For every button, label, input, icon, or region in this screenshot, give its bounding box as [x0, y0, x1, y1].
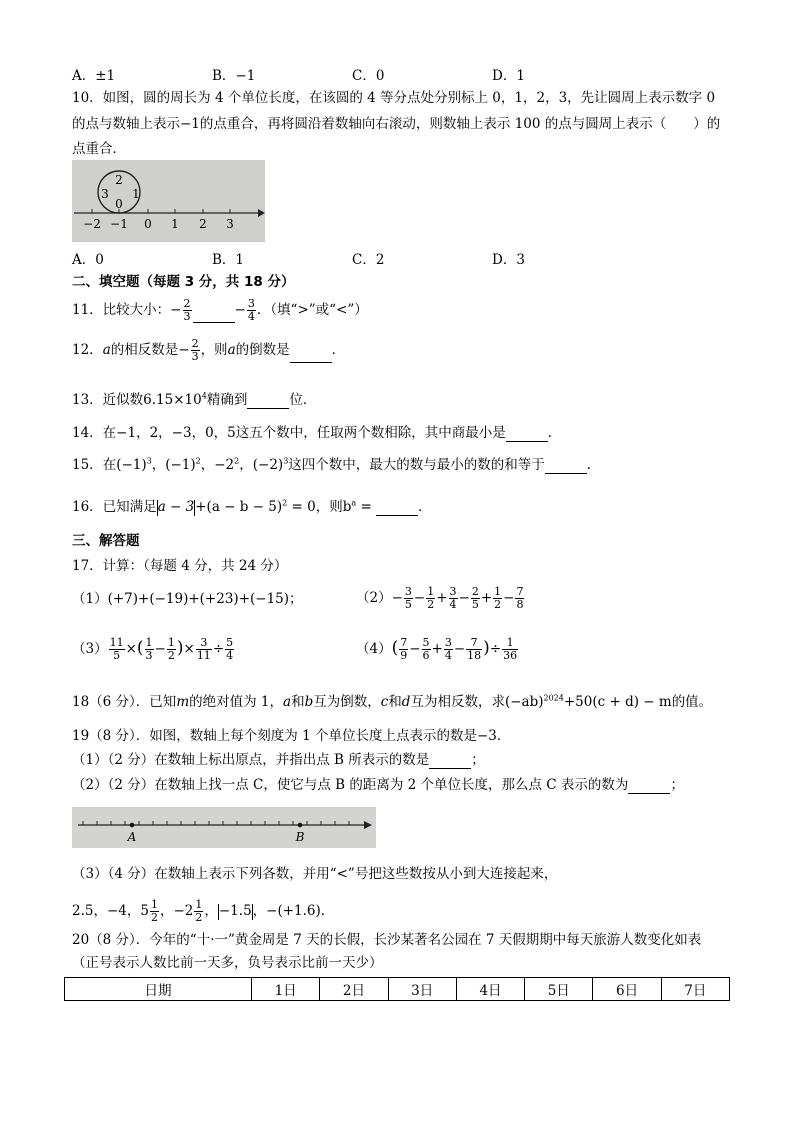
q15-answer-blank[interactable] — [545, 459, 587, 474]
axis-label-neg1: −1 — [110, 217, 128, 231]
q16-answer-blank[interactable] — [376, 501, 418, 516]
q10-option-c: C．2 — [352, 252, 385, 268]
q11-answer-blank[interactable] — [193, 308, 235, 323]
axis-label-neg2: −2 — [83, 217, 101, 231]
q12-fraction: $\frac{2}{3}$ — [191, 337, 199, 363]
q10-option-d: D．3 — [492, 252, 525, 268]
q12-answer-blank[interactable] — [290, 348, 332, 363]
q19-p2-answer-blank[interactable] — [628, 779, 670, 794]
q14: 14．在−1，2，−3，0，5这五个数中，任取两个数相除，其中商最小是 ． — [72, 425, 562, 441]
q17-part-3: （3） $\frac{11}{5}$ ×( $\frac{1}{3}$ − $\frac{1}{2}$ )× $\frac{3}{11}$ ÷ $\frac{5}{4}$ — [72, 636, 234, 662]
axis-label-0: 0 — [144, 217, 152, 231]
q9-option-d: D．1 — [492, 68, 525, 84]
q9-option-a: A．±1 — [72, 68, 116, 84]
point-a — [130, 823, 135, 828]
table-header-day-6: 6日 — [593, 978, 661, 1001]
q18: 18（6 分）．已知m的绝对值为 1，a和b互为倒数，c和d互为相反数，求$(-ab)^{2024}+50(c + d) - m$的值。 — [72, 693, 713, 710]
table-header-date: 日期 — [65, 978, 252, 1001]
q11: 11．比较大小：− $\frac{2}{3}$ − $\frac{3}{4}$ ．（填“>”或“<”） — [72, 297, 368, 323]
q19-title: 19（8 分）．如图，数轴上每个刻度为 1 个单位长度上点表示的数是−3． — [72, 728, 511, 744]
q20-line-1: 20（8 分）．今年的“十·一”黄金周是 7 天的长假，长沙某著名公园在 7 天假期期中每天旅游人数变化如表 — [72, 932, 702, 948]
q11-fraction-1: $\frac{2}{3}$ — [183, 297, 191, 323]
q20-line-2: （正号表示人数比前一天多，负号表示比前一天少） — [72, 955, 383, 971]
q10-line-2: 的点与数轴上表示−1的点重合，再将圆沿着数轴向右滚动，则数轴上表示 100 的点与圆周上表示（ ）的 — [72, 116, 721, 132]
figure-photo-background — [72, 807, 376, 848]
table-header-day-3: 3日 — [388, 978, 456, 1001]
point-b — [298, 823, 303, 828]
axis-label-2: 2 — [199, 217, 207, 231]
q17-part-4: （4）( $\frac{7}{9}$ − $\frac{5}{6}$ + $\frac{3}{4}$ − $\frac{7}{18}$ )÷ $\frac{1}{36}$ — [356, 636, 518, 662]
q19-part-1: （1）（2 分）在数轴上标出原点，并指出点 B 所表示的数是 ； — [72, 752, 485, 768]
q19-part-2: （2）（2 分）在数轴上找一点 C，使它与点 B 的距离为 2 个单位长度，那么点 C 表示的数为 ； — [72, 777, 684, 793]
axis-label-1: 1 — [171, 217, 179, 231]
figure-photo-background — [72, 160, 265, 242]
q13: 13．近似数$6.15\times 10^4$精确到 位． — [72, 391, 317, 408]
q10-option-a: A．0 — [72, 252, 104, 268]
visitor-change-table — [64, 977, 730, 1001]
table-header-day-2: 2日 — [320, 978, 388, 1001]
q19-part-3: （3）（4 分）在数轴上表示下列各数，并用“<”号把这些数按从小到大连接起来， — [72, 866, 558, 882]
circle-label-1: 1 — [132, 187, 140, 201]
q12: 12．a的相反数是− $\frac{2}{3}$ ，则a的倒数是 ． — [72, 337, 346, 363]
q10-option-b: B．1 — [212, 252, 245, 268]
point-a-label: A — [127, 830, 137, 844]
table-header-day-5: 5日 — [525, 978, 593, 1001]
point-b-label: B — [295, 830, 305, 844]
q10-line-3: 点重合． — [72, 141, 126, 157]
q17-title: 17．计算：（每题 4 分，共 24 分） — [72, 558, 288, 574]
q10-line-1: 10．如图，圆的周长为 4 个单位长度，在该圆的 4 等分点处分别标上 0，1，2，3，先让圆周上表示数字 0 — [72, 90, 716, 106]
q14-answer-blank[interactable] — [506, 427, 548, 442]
q19-numbers: 2.5，−4，5 $\frac{1}{2}$ ，−2 $\frac{1}{2}$ ，−1.5，−(+1.6)． — [72, 898, 335, 924]
q17-part-1: （1）(+7)+(−19)+(+23)+(−15)； — [72, 591, 303, 607]
q11-prefix: 11．比较大小：− — [72, 302, 182, 318]
q15: 15．在$(-1)^3$，$(-1)^2$，$-2^2$，$(-2)^3$这四个数中，最大的数与最小的数的和等于 ． — [72, 456, 601, 473]
section-3-title: 三、解答题 — [72, 533, 140, 549]
q19-p1-answer-blank[interactable] — [429, 754, 471, 769]
table-header-day-1: 1日 — [252, 978, 320, 1001]
q9-option-c: C．0 — [352, 68, 385, 84]
circle-label-2: 2 — [115, 173, 123, 187]
q16: 16．已知满足$a - 3+(a - b - 5)^2 = 0$，则$b^a$ = ． — [72, 498, 432, 515]
table-header-row — [65, 978, 730, 1001]
q11-suffix: ．（填“>”或“<”） — [256, 302, 368, 318]
q9-option-b: B．−1 — [212, 68, 256, 84]
circle-label-0: 0 — [115, 197, 123, 211]
q19-number-line-figure — [72, 807, 376, 848]
q13-answer-blank[interactable] — [247, 394, 289, 409]
q17-part-2: （2）− $\frac{3}{5}$ − $\frac{1}{2}$ + $\frac{3}{4}$ − $\frac{2}{5}$ + $\frac{1}{2}$ − $\frac{7}{8}$ — [356, 585, 524, 611]
circle-label-3: 3 — [101, 187, 109, 201]
table-header-day-7: 7日 — [661, 978, 729, 1001]
q10-circle-numberline-figure — [72, 160, 265, 242]
q11-fraction-2: $\frac{3}{4}$ — [247, 297, 255, 323]
axis-label-3: 3 — [226, 217, 234, 231]
section-2-title: 二、填空题（每题 3 分，共 18 分） — [72, 274, 295, 290]
table-header-day-4: 4日 — [456, 978, 524, 1001]
